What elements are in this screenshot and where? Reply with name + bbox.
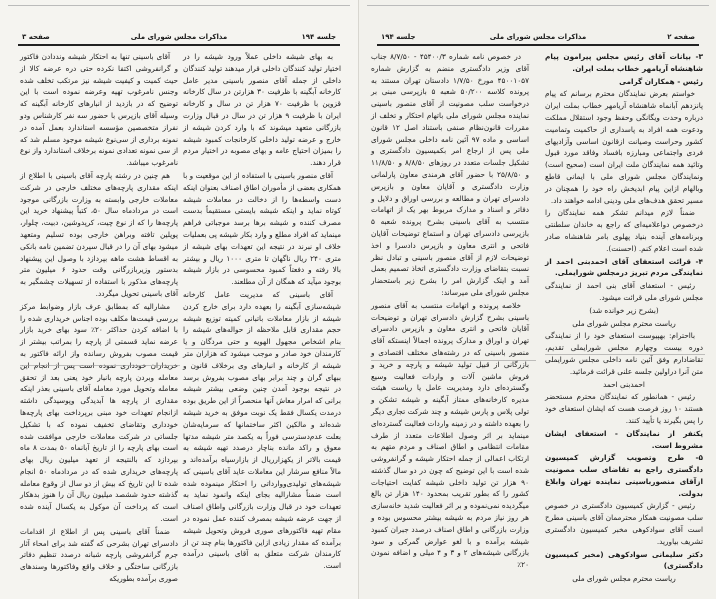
page-title: مذاکرات مجلس شورای ملی <box>130 33 228 41</box>
section-heading: رئیس - همکاران گرامی <box>619 76 703 86</box>
section-heading: ۵- طرح وتصویب گزارش کمیسیون دادگستری راجع به تقاضای سلب مصونیت ازآقای منصورباسینی نماینده تهران وابلاغ بدولت. <box>545 453 703 498</box>
section-heading: یکنفر از نمایندگان - استعفای ایشان مشروط است. <box>545 428 703 450</box>
paragraph: خواستم بعرض نمایندگان محترم برسانم که پیام پانزدهم آبانماه شاهنشاه آریامهر خطاب بملت ایران درباره وحدت ویگانگی وحفظ وجود استقلال مملکت ودعوت همه افراد به پاسداری از حاکمیت وتمامیت کشور وحراست وصیانت ازقانون اساسی وآزادیهای فردی واجتماعی ومبارزه بافساد وفاقد مورد قبول وتائید همه نمایندگان ملت ایران است (صحیح است) ونمایندگان مجلس شورای ملی با ایمانی قاطع وبالهام ازاین پیام ابدیخش راه خود را همچنان در مسیر تحقق هدف‌های ملی ودینی ادامه خواهند داد. <box>545 89 703 205</box>
header-rule <box>377 44 699 46</box>
paragraph: ضمناً آقای باسینی پس از اطلاع از اقدامات دادسرای تهران بشرحی که گفته شد برای امحاء آثار جرم گرانفروشی پارچه شبانه درصدد تنظیم دفاتر بازرگانی ساختگی و خلاف واقع وفاکتورها وسندهای صوری برآمده بطوریکه <box>20 526 178 584</box>
page-title: مذاکرات مجلس شورای ملی <box>489 33 587 41</box>
paragraph: آقای باسینی تنها به احتکار شیشه ونددادن فاکتور و گرانفروشی اکتفا نکرده حتی دره عرضه کالا از حیث کمیت و کیفیت شیشه نیز مرتکب تخلف شده وجنس نامرغوب تهیه وعرضه نموده است با این توضیح که در بازدید از انبارهای کارخانه آبگینه که وسیله آقای بازپرس با حضور سه نفر کارشناس ودو نفراز متخصصین مؤسسه استاندارد بعمل آمده در نمونه برداری از سی‌نوع شیشه موجود مسلم شد که از سی نمونه تعدادی نمونه برخلاف استاندارد واز نوع نامرغوب میباشد. <box>20 52 178 168</box>
paragraph: رئیس - همانطور که نمایندگان محترم مستحضر هستند ۱۰ روز فرصت هست که ایشان استعفای خود را پس بگیرند یا تأیید کنند. <box>545 392 703 425</box>
paragraph: آقای باسینی که مدیریت عامل کارخانه شیشه‌سازی آبگینه را بعهده دارد برای خارج کردن شیشه از بازار معاملات باتبانی کمیته توزیع شیشه حجم مقداری قابل ملاحظه از حواله‌های شیشه را بنام اشخاص مجهول الهویه و حتی مردگان و یا کارمندان خود صادر و موجب میشود که هزاران متر شیشه از کارخانه و انبارهای وی برخلاف قانون و ببهای گران و چند برابر بهای مصوب بفروش برسد در نتیجه بوجود آمدن چنین وضعی بیشتر شیشه برانی که امرار معاش آنها منحصراً از این طریق بوده درمدت یکسال فقط یک نوبت موفق به خرید شیشه شده‌اند و مالکین اکثر ساختمانها که سرمایه‌شان بعلت عدم‌دسترسی فوراً به یکصد متر شیشه مدتها معوق و راکد مانده بناچار درصدد تهیه شیشه به قیمت بالاتر از یکهزارریال از بازارسیاه برآمده‌اند و مالاً منافع سرشار این معاملات عاید آقای باسینی که شیشه‌های تولیدی‌ووارداتی را احتکار مینموده شده است ضمناً مشارالیه بجای اینکه وانمود نماید به تعهدات خود در قبال وزارت بازرگانی واطاق اصناف از جهت عرضه شیشه بمصرف کننده عمل نموده در مقام تهیه فاکتورهای صوری فروش وتحویل شیشه برآمده که مقدار زیادی ازاین فاکتورها بنام چند تن از کارمندان شرکت متعلق به آقای باسینی درآمده است. <box>183 289 341 571</box>
session-number: جلسه ۱۹۴ <box>301 33 336 41</box>
scan-edge <box>367 5 709 6</box>
paragraph: احمدبنی احمد <box>603 379 645 389</box>
header-rule <box>18 44 340 46</box>
paragraph: رئیس - گزارش کمیسیون دادگستری در خصوص سلب مصونیت همکار محترممان آقای باسینی مطرح است آقای سوادکوهی مخبر کمیسیون دادگستری تشریف بیاورید. <box>545 501 703 546</box>
paragraph: به بهای شیشه داخلی عملاً ورود شیشه را در اختیار تولید کنندگان داخلی قرار میدهند تولید کنندگان داخلی از جمله آقای منصور باسینی مدیر عامل کارخانه آبگینه با ظرفیت ۳۰ هزارتن در سال کارخانه قزوین با ظرفیت ۷۰ هزار تن در سال و کارخانه ایران با ظرفیت ۹ هزار تن در سال در قبال وزارت بازرگانی متعهد میشوند که با وارد کردن شیشه از خارج و عرضه تولید داخلی کارخانجات کمبود شیشه را بمیزان احتیاج عامه و بهای مصوبه در اختیار مردم قرار دهند. <box>183 52 342 168</box>
section-heading: ۳- بیانات آقای رئیس مجلس پیرامون پیام شاهنشاه آریامهر خطاب بملت ایران. <box>545 52 703 73</box>
section-heading: دکتر سلیمانی سوادکوهی (مخبر کمیسیون دادگستری) <box>545 549 703 571</box>
page-number: صفحه ۳ <box>22 33 50 41</box>
session-number: جلسه ۱۹۴ <box>381 33 416 41</box>
paragraph: (بشرح زیر خوانده شد) <box>589 305 659 315</box>
paragraph: مشارالیه که بمطابق عرف بازار وضوابط مرکز بررسی قیمت‌ها مکلف بوده اجناس خریداری شده را با اضافه کردن حداکثر ۲۰٪ سود بهای خرید بازار عرضه نماید قسمتی از پارچه را بمراتب بیشتر از قیمت مصوب بفروش رسانده واز ارائه فاکتور به خریداران خودداری نموده است پس از انجام این معامله وبردن پارچه بانبار خود یعنی بعد از تحقق معامله وتحویل مورد معامله آقای باسینی بعذر اینکه مقداری از پارچه ها آبدیدگی وپوسیدگی داشته ازانجام تعهدات خود مبنی برپرداخت بهای پارچه‌ها خودداری وتقاضای تخفیف نموده که با تشکیل جلساتی در شرکت معاملات خارجی موافقت شده است بهای پارچه را از تاریخ آبانماه ۵۰ بمدت ۸ ماه بپردازد که بالنتیجه از تعهد میلیون ریال بهای پارچه‌های خریداری شده که در مردادماه ۵۰ انجام شده تا این تاریخ که بیش از دو سال از وقوع معامله گذشته حدود ششصد میلیون ریال آن را هنوز بدهکار است که پرداخت آن موکول به یکسال آینده شده است. <box>20 301 179 524</box>
page-number: صفحه ۲ <box>667 33 695 41</box>
paragraph: ریاست محترم مجلس شورای ملی <box>572 574 676 584</box>
text-column <box>20 51 178 586</box>
text-column <box>545 51 703 586</box>
text-column <box>371 51 529 572</box>
scan-artifact-line <box>545 354 705 355</box>
paragraph: هم چنین در رشته پارچه آقای باسینی با اطلاع از اینکه مقداری پارچه‌های مختلف خارجی در شرکت معاملات خارجی وابسته به وزارت بازرگانی موجود است در مردادماه سال ۵۰، کتباً پیشنهاد خرید این پارچه‌ها را که از نوع چیت، کرپدوشین، دبیت، چلوار، پوپلین تافته وبراهن خارجی بوده تسلیم ومتعهد میشود بهای آن را در قبال سپردن تضمین نامه بانکی به اقساط هشت ماهه بپردازد با وصول این پیشنهاد بدستور وزیربازرگانی وقت حدود ۶ میلیون متر پارچه‌های مذکور با استفاده از تسهیلات چشمگیر به آقای باسینی تحویل میگردد. <box>20 170 178 298</box>
scan-edge <box>8 5 350 6</box>
paragraph: بااحترام: بهپیوست استعفای خود را از نمایندگی دوره بیست وچهارم مجلس شورایملی تقدیم، تقاضادارم وفق آئین نامه داخلی مجلس شورایملی متن آنرا دراولین جلسه علنی قرائت فرمائید. <box>545 331 703 376</box>
paragraph: خلاصه پرونده و اتهامات منتسب به آقای منصور باسینی بشرح گزارش دادسرای تهران و توضیحات آقایان فاتحی و انتری معاون و بازپرس دادسرای تهران و اوراق و مدارک پرونده اجمالاً اینستکه آقای منصور باسینی که در رشته‌های مختلف اقتصادی و بازرگانی از قبیل تولید شیشه و پارچه و خرید و فروش ماشین آلات و واردات فعالیت وسیع وگسترده‌ای دارد ومدیریت عامل یا ریاست هیئت مدیره کارخانه‌های ممتاز آبگینه و شیشه تشکن و تولی پلاس و پارس شیشه و چند شرکت تجاری دیگر را بعهده داشته و در زمینه واردات فعالیت گسترده‌ای مینماید بر اثر وصول اطلاعات متعدد از طرف مقامات انتظامی و اطاق اصناف و مردم متهم به ارتکاب اعمالی از جمله احتکار شیشه و گرانفروشی شده است با این توضیح که چون در دو سال گذشته ۹۰ هزار تن تولید داخلی شیشه کفایت احتیاجات کشور را که بطور تقریب بمحدود ۱۴۰ هزار تن بالغ میگردیده نمی‌نموده و بر اثر فعالیت شدید خانه‌سازی هر روز نیاز مردم به شیشه بیشتر محسوس بوده و وزارت بازرگانی و اطاق اصناف درصدد جبران کمبود شیشه برآمده و با لغو عوارض گمرکی و سود بازرگانی شیشه‌های ۲ و ۳ و ۴ میلی و اضافه نمودن ۲۰٪ <box>371 300 529 570</box>
scan-artifact-line <box>185 348 345 349</box>
text-column <box>183 51 341 573</box>
page-header <box>377 33 699 45</box>
scan-artifact-line <box>20 365 180 366</box>
page-header <box>18 33 340 45</box>
paragraph: ضمناً لازم میدانم تشکر همه نمایندگان را درخصوص دواعلامیه‌ای که راجع به خاندان سلطنتی وبرنامه‌های آینده بنیاد پهلوی بامر شاهنشاه صادر شده است اعلام کنم. (احسنت). <box>545 208 703 253</box>
paragraph: در خصوص نامه شماره ۴۵۴۰۰/۳ - ۸/۷/۵۰ جناب آقای وزیر دادگستری منضم به گزارش شماره ۴۵۰۰۱۰۵۷ مورخ ۱/۷/۵۰ دادستان تهران مستند به پرونده کلاسه ۵۰/۲۰۰ شعبه ۵ بازپرسی مبنی بر درخواست سلب مصونیت از آقای منصور باسینی نماینده مجلس شورای ملی باتهام احتکار و تخلف از مقررات قانون‌نظام صنفی باستناد اصل ۱۲ قانون اساسی و ماده ۹۷ آئین نامه داخلی مجلس شورای ملی پس از ارجاع امر بکمیسیون دادگستری و تشکیل جلسات متعدد در روزهای ۸/۸/۵۰ و ۱۱/۸/۵۰ و ۲۵/۸/۵۰ با حضور آقای هرمندی معاون پارلمانی وزارت دادگستری و آقایان معاون و بازپرس دادسرای تهران و مطالعه و بررسی اوراق و دلایل و دفاتر و اسناد و مدارک مربوط بهر یک از اتهامات منتسب به آقای باسینی بشرح پرونده شعبه ۵ بازپرسی دادسرای تهران و استماع توضیحات آقایان فاتحی و انتری معاون و بازپرس دادسرا و اخذ توضیحات لازم از آقای منصور باسینی و تبادل نظر نسبت بتقاضای وزارت دادگستری اتخاذ تصمیم بعمل آمد و اینک گزارش امر را بشرح زیر باستحضار مجلس شورای ملی میرساند: <box>371 52 529 297</box>
paragraph: رئیس - استعفای آقای بنی احمد از نمایندگی مجلس شورای ملی قرائت میشود. <box>545 281 703 302</box>
right-page <box>358 0 716 599</box>
scan-artifact-line <box>371 360 536 361</box>
section-heading: ۴- قرائت استعفای آقای احمدبنی احمد از نمایندگی مردم تبریز درمجلس شورایملی. <box>545 256 703 278</box>
paragraph: آقای منصور باسینی با استفاده از این موقعیت و با همکاری بعضی از مأموران اطاق اصناف بعنوان اینکه دست واسطه‌ها را از دخالت در معاملات شیشه کوتاه نماید و اینکه شیشه بایستی مستقیماً بدست مصرف کننده و شیشه برها برسد موجباتی فراهم مینماید که افراد مطلع و وارد بکار شیشه پی بعملیات خلاف او نبرند در نتیجه این تعهدات بهای شیشه از متری ۲۴۰ ریال ناگهان تا متری ۱۰۰۰ ریال و بیشتر بالا رفته و دفعتاً کمبود محسوسی در بازار شیشه بوجود میآید که همگان از آن مطلعند. <box>183 170 341 287</box>
paragraph: ریاست محترم مجلس شورای ملی <box>572 318 676 328</box>
